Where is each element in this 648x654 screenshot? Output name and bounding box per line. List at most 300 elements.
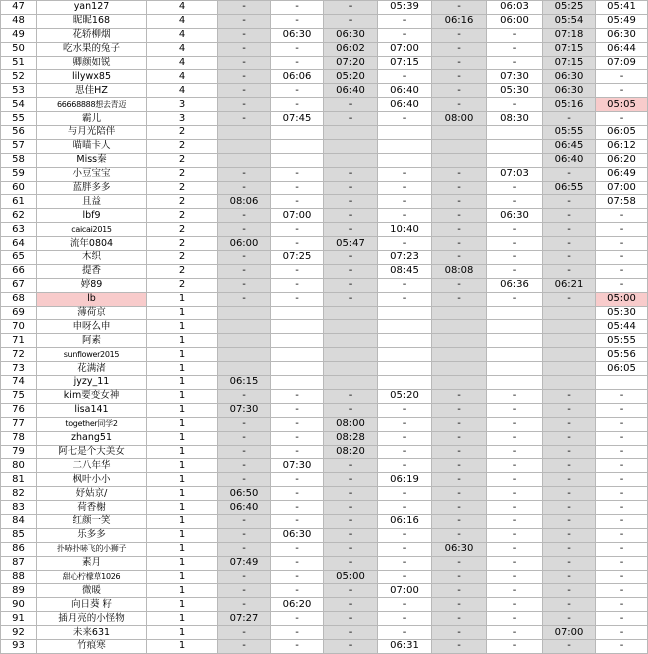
row-number-cell[interactable]: 89	[1, 584, 37, 598]
time-cell[interactable]: -	[596, 528, 648, 542]
time-cell[interactable]: -	[324, 209, 378, 223]
checkin-count-cell[interactable]: 1	[147, 612, 218, 626]
time-cell[interactable]: -	[324, 403, 378, 417]
time-cell[interactable]: -	[324, 223, 378, 237]
time-cell[interactable]	[432, 139, 487, 153]
time-cell[interactable]: 05:49	[596, 14, 648, 28]
time-cell[interactable]: -	[487, 570, 543, 584]
time-cell[interactable]: -	[543, 459, 596, 473]
time-cell[interactable]: 06:55	[543, 181, 596, 195]
row-number-cell[interactable]: 82	[1, 487, 37, 501]
time-cell[interactable]: 07:23	[378, 251, 432, 265]
time-cell[interactable]	[271, 320, 324, 334]
time-cell[interactable]: -	[218, 473, 271, 487]
time-cell[interactable]: -	[218, 584, 271, 598]
time-cell[interactable]: -	[432, 1, 487, 15]
row-number-cell[interactable]: 60	[1, 181, 37, 195]
time-cell[interactable]: -	[324, 389, 378, 403]
checkin-count-cell[interactable]: 1	[147, 528, 218, 542]
time-cell[interactable]: -	[324, 14, 378, 28]
time-cell[interactable]: -	[596, 612, 648, 626]
time-cell[interactable]: -	[432, 56, 487, 70]
row-number-cell[interactable]: 81	[1, 473, 37, 487]
time-cell[interactable]: -	[487, 28, 543, 42]
time-cell[interactable]: -	[378, 70, 432, 84]
time-cell[interactable]: -	[432, 223, 487, 237]
row-number-cell[interactable]: 80	[1, 459, 37, 473]
time-cell[interactable]: 06:03	[487, 1, 543, 15]
time-cell[interactable]: -	[432, 514, 487, 528]
time-cell[interactable]: -	[324, 251, 378, 265]
time-cell[interactable]: -	[271, 487, 324, 501]
time-cell[interactable]: -	[378, 445, 432, 459]
row-number-cell[interactable]: 59	[1, 167, 37, 181]
time-cell[interactable]	[378, 306, 432, 320]
row-number-cell[interactable]: 78	[1, 431, 37, 445]
time-cell[interactable]: -	[378, 181, 432, 195]
time-cell[interactable]	[487, 348, 543, 362]
time-cell[interactable]: 05:39	[378, 1, 432, 15]
time-cell[interactable]: 05:16	[543, 98, 596, 112]
time-cell[interactable]: 07:30	[487, 70, 543, 84]
time-cell[interactable]: -	[432, 626, 487, 640]
time-cell[interactable]: 06:49	[596, 167, 648, 181]
time-cell[interactable]: -	[218, 181, 271, 195]
time-cell[interactable]: -	[432, 84, 487, 98]
time-cell[interactable]: -	[487, 417, 543, 431]
time-cell[interactable]: 06:30	[543, 70, 596, 84]
time-cell[interactable]: -	[432, 195, 487, 209]
time-cell[interactable]	[432, 376, 487, 390]
time-cell[interactable]: 07:00	[378, 42, 432, 56]
time-cell[interactable]: -	[432, 237, 487, 251]
time-cell[interactable]: -	[324, 556, 378, 570]
time-cell[interactable]: -	[432, 612, 487, 626]
checkin-count-cell[interactable]: 1	[147, 570, 218, 584]
time-cell[interactable]: -	[218, 459, 271, 473]
time-cell[interactable]: -	[271, 542, 324, 556]
row-number-cell[interactable]: 75	[1, 389, 37, 403]
username-cell[interactable]: 花轿柳烟	[37, 28, 147, 42]
time-cell[interactable]: -	[543, 195, 596, 209]
time-cell[interactable]: 06:30	[487, 209, 543, 223]
row-number-cell[interactable]: 54	[1, 98, 37, 112]
time-cell[interactable]: -	[543, 223, 596, 237]
username-cell[interactable]: 卿颜如锐	[37, 56, 147, 70]
checkin-count-cell[interactable]: 1	[147, 334, 218, 348]
time-cell[interactable]: 07:30	[218, 403, 271, 417]
time-cell[interactable]: -	[271, 639, 324, 653]
time-cell[interactable]: -	[378, 292, 432, 306]
time-cell[interactable]: 06:40	[543, 153, 596, 167]
row-number-cell[interactable]: 49	[1, 28, 37, 42]
time-cell[interactable]: -	[543, 417, 596, 431]
time-cell[interactable]: 07:15	[378, 56, 432, 70]
time-cell[interactable]: -	[324, 473, 378, 487]
time-cell[interactable]	[543, 348, 596, 362]
time-cell[interactable]	[378, 153, 432, 167]
time-cell[interactable]: 06:21	[543, 278, 596, 292]
row-number-cell[interactable]: 69	[1, 306, 37, 320]
checkin-count-cell[interactable]: 1	[147, 487, 218, 501]
time-cell[interactable]: -	[432, 403, 487, 417]
time-cell[interactable]: -	[218, 14, 271, 28]
username-cell[interactable]: 小豆宝宝	[37, 167, 147, 181]
row-number-cell[interactable]: 79	[1, 445, 37, 459]
time-cell[interactable]: -	[487, 514, 543, 528]
time-cell[interactable]: -	[432, 278, 487, 292]
time-cell[interactable]: -	[218, 251, 271, 265]
time-cell[interactable]: 05:41	[596, 1, 648, 15]
time-cell[interactable]: -	[432, 28, 487, 42]
time-cell[interactable]: -	[487, 264, 543, 278]
time-cell[interactable]: -	[487, 98, 543, 112]
time-cell[interactable]	[432, 348, 487, 362]
time-cell[interactable]: -	[378, 237, 432, 251]
time-cell[interactable]	[218, 153, 271, 167]
time-cell[interactable]: 10:40	[378, 223, 432, 237]
time-cell[interactable]: -	[271, 403, 324, 417]
time-cell[interactable]: 06:19	[378, 473, 432, 487]
time-cell[interactable]: -	[378, 14, 432, 28]
time-cell[interactable]: -	[543, 556, 596, 570]
row-number-cell[interactable]: 58	[1, 153, 37, 167]
time-cell[interactable]: 08:06	[218, 195, 271, 209]
time-cell[interactable]: -	[378, 626, 432, 640]
time-cell[interactable]: 05:00	[324, 570, 378, 584]
checkin-count-cell[interactable]: 1	[147, 598, 218, 612]
time-cell[interactable]	[324, 126, 378, 140]
time-cell[interactable]: 06:00	[218, 237, 271, 251]
time-cell[interactable]: -	[487, 223, 543, 237]
username-cell[interactable]: 喵喵卡人	[37, 139, 147, 153]
username-cell[interactable]: zhang51	[37, 431, 147, 445]
time-cell[interactable]: -	[324, 167, 378, 181]
time-cell[interactable]	[378, 334, 432, 348]
time-cell[interactable]: -	[487, 528, 543, 542]
username-cell[interactable]: kim要变女神	[37, 389, 147, 403]
checkin-count-cell[interactable]: 1	[147, 320, 218, 334]
time-cell[interactable]: -	[596, 626, 648, 640]
time-cell[interactable]: -	[543, 431, 596, 445]
time-cell[interactable]: -	[596, 209, 648, 223]
time-cell[interactable]: 08:30	[487, 112, 543, 126]
time-cell[interactable]: -	[271, 56, 324, 70]
time-cell[interactable]: -	[218, 514, 271, 528]
time-cell[interactable]	[432, 126, 487, 140]
time-cell[interactable]	[271, 334, 324, 348]
time-cell[interactable]	[487, 362, 543, 376]
time-cell[interactable]: -	[543, 112, 596, 126]
time-cell[interactable]: -	[596, 237, 648, 251]
row-number-cell[interactable]: 84	[1, 514, 37, 528]
time-cell[interactable]: -	[378, 487, 432, 501]
time-cell[interactable]: 06:44	[596, 42, 648, 56]
checkin-count-cell[interactable]: 1	[147, 514, 218, 528]
time-cell[interactable]: -	[543, 528, 596, 542]
time-cell[interactable]: 06:02	[324, 42, 378, 56]
checkin-count-cell[interactable]: 2	[147, 126, 218, 140]
time-cell[interactable]: 05:47	[324, 237, 378, 251]
username-cell[interactable]: Miss秦	[37, 153, 147, 167]
time-cell[interactable]: -	[218, 264, 271, 278]
time-cell[interactable]: -	[432, 459, 487, 473]
time-cell[interactable]: 05:55	[596, 334, 648, 348]
time-cell[interactable]: 05:44	[596, 320, 648, 334]
username-cell[interactable]: 流年0804	[37, 237, 147, 251]
time-cell[interactable]: 06:30	[543, 84, 596, 98]
time-cell[interactable]: -	[543, 264, 596, 278]
time-cell[interactable]: -	[271, 556, 324, 570]
time-cell[interactable]	[271, 126, 324, 140]
time-cell[interactable]	[218, 348, 271, 362]
time-cell[interactable]	[271, 348, 324, 362]
time-cell[interactable]: 07:58	[596, 195, 648, 209]
time-cell[interactable]	[432, 362, 487, 376]
time-cell[interactable]: -	[324, 528, 378, 542]
time-cell[interactable]: 06:40	[378, 84, 432, 98]
username-cell[interactable]: 红颜一笑	[37, 514, 147, 528]
checkin-count-cell[interactable]: 4	[147, 84, 218, 98]
time-cell[interactable]: 07:00	[596, 181, 648, 195]
time-cell[interactable]: -	[271, 42, 324, 56]
row-number-cell[interactable]: 74	[1, 376, 37, 390]
username-cell[interactable]: 乐多多	[37, 528, 147, 542]
time-cell[interactable]: -	[487, 42, 543, 56]
time-cell[interactable]: -	[596, 403, 648, 417]
username-cell[interactable]: jyzy_11	[37, 376, 147, 390]
time-cell[interactable]: -	[596, 514, 648, 528]
username-cell[interactable]: 微暖	[37, 584, 147, 598]
time-cell[interactable]: -	[378, 417, 432, 431]
time-cell[interactable]: 07:15	[543, 56, 596, 70]
time-cell[interactable]: -	[378, 431, 432, 445]
checkin-count-cell[interactable]: 1	[147, 403, 218, 417]
time-cell[interactable]: -	[324, 639, 378, 653]
checkin-count-cell[interactable]: 2	[147, 181, 218, 195]
time-cell[interactable]: 08:08	[432, 264, 487, 278]
time-cell[interactable]: -	[543, 167, 596, 181]
time-cell[interactable]: 07:15	[543, 42, 596, 56]
checkin-count-cell[interactable]: 1	[147, 556, 218, 570]
time-cell[interactable]: -	[378, 570, 432, 584]
time-cell[interactable]: -	[543, 389, 596, 403]
time-cell[interactable]: -	[596, 84, 648, 98]
time-cell[interactable]: -	[378, 542, 432, 556]
time-cell[interactable]: -	[543, 612, 596, 626]
time-cell[interactable]: 05:25	[543, 1, 596, 15]
time-cell[interactable]	[596, 376, 648, 390]
time-cell[interactable]: -	[378, 209, 432, 223]
row-number-cell[interactable]: 70	[1, 320, 37, 334]
time-cell[interactable]	[487, 306, 543, 320]
time-cell[interactable]: -	[487, 292, 543, 306]
time-cell[interactable]: -	[487, 195, 543, 209]
time-cell[interactable]: -	[271, 181, 324, 195]
time-cell[interactable]: -	[271, 431, 324, 445]
time-cell[interactable]: -	[324, 292, 378, 306]
username-cell[interactable]: 花满渚	[37, 362, 147, 376]
time-cell[interactable]: 07:09	[596, 56, 648, 70]
time-cell[interactable]: -	[487, 181, 543, 195]
username-cell[interactable]: 木织	[37, 251, 147, 265]
time-cell[interactable]: -	[271, 278, 324, 292]
checkin-count-cell[interactable]: 1	[147, 431, 218, 445]
time-cell[interactable]	[378, 126, 432, 140]
time-cell[interactable]: 08:20	[324, 445, 378, 459]
checkin-count-cell[interactable]: 1	[147, 417, 218, 431]
time-cell[interactable]: -	[271, 1, 324, 15]
row-number-cell[interactable]: 88	[1, 570, 37, 584]
time-cell[interactable]: -	[543, 514, 596, 528]
time-cell[interactable]: -	[596, 431, 648, 445]
username-cell[interactable]: together同学2	[37, 417, 147, 431]
username-cell[interactable]: yan127	[37, 1, 147, 15]
time-cell[interactable]: -	[378, 501, 432, 515]
username-cell[interactable]: 蓝胖多多	[37, 181, 147, 195]
time-cell[interactable]	[543, 334, 596, 348]
time-cell[interactable]: -	[324, 542, 378, 556]
time-cell[interactable]: 07:30	[271, 459, 324, 473]
username-cell[interactable]: 阿素	[37, 334, 147, 348]
checkin-count-cell[interactable]: 4	[147, 70, 218, 84]
checkin-count-cell[interactable]: 1	[147, 306, 218, 320]
row-number-cell[interactable]: 90	[1, 598, 37, 612]
time-cell[interactable]: -	[596, 556, 648, 570]
time-cell[interactable]: -	[543, 598, 596, 612]
username-cell[interactable]: 未来631	[37, 626, 147, 640]
time-cell[interactable]: -	[487, 584, 543, 598]
time-cell[interactable]	[543, 306, 596, 320]
time-cell[interactable]: -	[487, 237, 543, 251]
username-cell[interactable]: 婷89	[37, 278, 147, 292]
time-cell[interactable]: -	[487, 501, 543, 515]
time-cell[interactable]	[324, 139, 378, 153]
time-cell[interactable]: -	[596, 542, 648, 556]
checkin-count-cell[interactable]: 2	[147, 153, 218, 167]
time-cell[interactable]: -	[543, 487, 596, 501]
time-cell[interactable]: -	[271, 612, 324, 626]
time-cell[interactable]: -	[218, 28, 271, 42]
time-cell[interactable]	[218, 334, 271, 348]
time-cell[interactable]: -	[596, 112, 648, 126]
time-cell[interactable]: -	[487, 487, 543, 501]
time-cell[interactable]: -	[324, 612, 378, 626]
time-cell[interactable]	[324, 153, 378, 167]
time-cell[interactable]: -	[596, 251, 648, 265]
row-number-cell[interactable]: 57	[1, 139, 37, 153]
time-cell[interactable]: -	[271, 501, 324, 515]
username-cell[interactable]: 申呀么申	[37, 320, 147, 334]
time-cell[interactable]	[378, 362, 432, 376]
time-cell[interactable]: -	[271, 264, 324, 278]
time-cell[interactable]: -	[543, 445, 596, 459]
row-number-cell[interactable]: 92	[1, 626, 37, 640]
username-cell[interactable]: lb	[37, 292, 147, 306]
time-cell[interactable]	[324, 334, 378, 348]
row-number-cell[interactable]: 73	[1, 362, 37, 376]
time-cell[interactable]: -	[543, 292, 596, 306]
checkin-count-cell[interactable]: 1	[147, 639, 218, 653]
time-cell[interactable]: 05:30	[487, 84, 543, 98]
time-cell[interactable]	[218, 306, 271, 320]
time-cell[interactable]: -	[432, 445, 487, 459]
username-cell[interactable]: 霸儿	[37, 112, 147, 126]
row-number-cell[interactable]: 83	[1, 501, 37, 515]
time-cell[interactable]	[432, 334, 487, 348]
time-cell[interactable]: 07:00	[378, 584, 432, 598]
checkin-count-cell[interactable]: 1	[147, 348, 218, 362]
time-cell[interactable]: 06:12	[596, 139, 648, 153]
time-cell[interactable]: 05:20	[324, 70, 378, 84]
time-cell[interactable]	[218, 126, 271, 140]
time-cell[interactable]: -	[218, 445, 271, 459]
time-cell[interactable]: -	[487, 626, 543, 640]
time-cell[interactable]	[271, 306, 324, 320]
time-cell[interactable]: -	[487, 612, 543, 626]
time-cell[interactable]: 06:06	[271, 70, 324, 84]
username-cell[interactable]: 竹痕寒	[37, 639, 147, 653]
time-cell[interactable]: 05:00	[596, 292, 648, 306]
time-cell[interactable]: -	[378, 278, 432, 292]
checkin-count-cell[interactable]: 2	[147, 167, 218, 181]
username-cell[interactable]: lisa141	[37, 403, 147, 417]
time-cell[interactable]: -	[324, 584, 378, 598]
time-cell[interactable]: -	[218, 626, 271, 640]
row-number-cell[interactable]: 51	[1, 56, 37, 70]
time-cell[interactable]: -	[218, 209, 271, 223]
time-cell[interactable]: -	[543, 473, 596, 487]
time-cell[interactable]: -	[432, 167, 487, 181]
time-cell[interactable]: -	[271, 167, 324, 181]
time-cell[interactable]: -	[432, 417, 487, 431]
time-cell[interactable]	[271, 362, 324, 376]
username-cell[interactable]: 扑哧扑哧飞的小狮子	[37, 542, 147, 556]
username-cell[interactable]: 思佳HZ	[37, 84, 147, 98]
time-cell[interactable]: -	[487, 556, 543, 570]
row-number-cell[interactable]: 47	[1, 1, 37, 15]
row-number-cell[interactable]: 56	[1, 126, 37, 140]
time-cell[interactable]: -	[271, 514, 324, 528]
time-cell[interactable]	[487, 376, 543, 390]
time-cell[interactable]: -	[432, 639, 487, 653]
time-cell[interactable]: 07:49	[218, 556, 271, 570]
checkin-count-cell[interactable]: 1	[147, 362, 218, 376]
time-cell[interactable]: -	[324, 195, 378, 209]
row-number-cell[interactable]: 66	[1, 264, 37, 278]
time-cell[interactable]: -	[271, 445, 324, 459]
time-cell[interactable]: -	[432, 70, 487, 84]
time-cell[interactable]: -	[543, 639, 596, 653]
time-cell[interactable]: -	[596, 639, 648, 653]
username-cell[interactable]: lilywx85	[37, 70, 147, 84]
time-cell[interactable]: 06:15	[218, 376, 271, 390]
time-cell[interactable]: -	[218, 639, 271, 653]
username-cell[interactable]: 提香	[37, 264, 147, 278]
row-number-cell[interactable]: 87	[1, 556, 37, 570]
username-cell[interactable]: 向日葵 籽	[37, 598, 147, 612]
time-cell[interactable]: -	[596, 70, 648, 84]
time-cell[interactable]: 08:28	[324, 431, 378, 445]
time-cell[interactable]: -	[218, 292, 271, 306]
time-cell[interactable]: -	[432, 584, 487, 598]
username-cell[interactable]: 枫叶小小	[37, 473, 147, 487]
time-cell[interactable]: -	[432, 487, 487, 501]
time-cell[interactable]	[432, 320, 487, 334]
time-cell[interactable]: -	[271, 292, 324, 306]
time-cell[interactable]: -	[432, 42, 487, 56]
time-cell[interactable]: 06:30	[271, 528, 324, 542]
